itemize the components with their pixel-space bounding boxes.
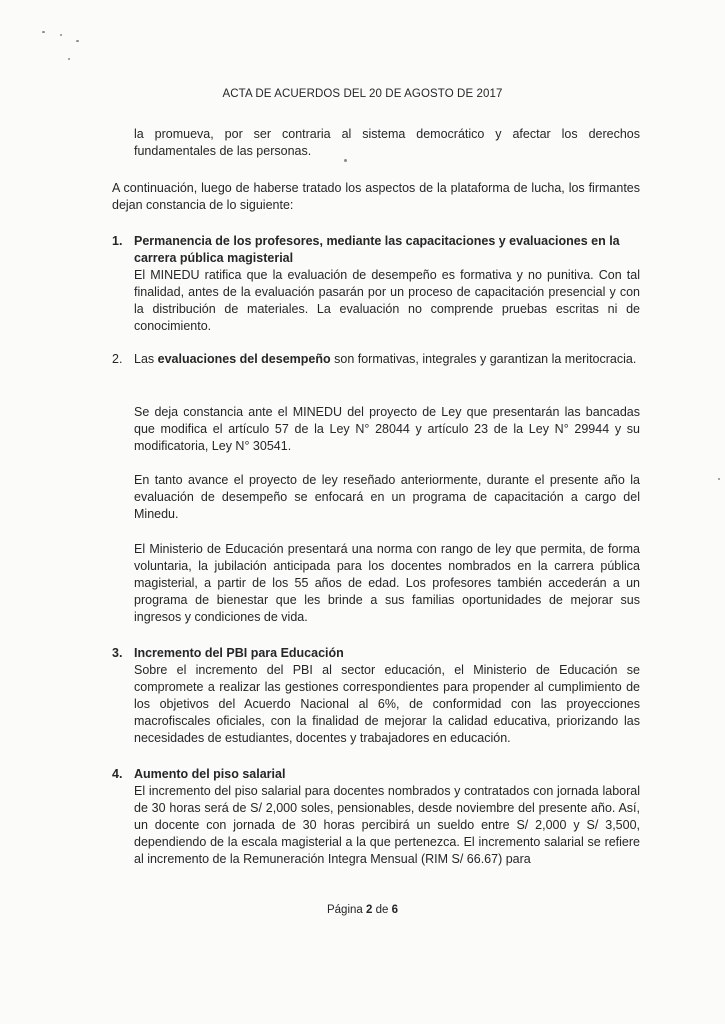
scan-speck bbox=[42, 31, 45, 33]
item-title-suffix: son formativas, integrales y garantizan la meritocracia. bbox=[330, 352, 637, 366]
page-footer bbox=[0, 904, 725, 916]
item-title: Incremento del PBI para Educación bbox=[134, 646, 344, 660]
scan-speck bbox=[68, 58, 70, 60]
item-paragraph: El MINEDU ratifica que la evaluación de desempeño es formativa y no punitiva. Con tal finalidad, antes de la evaluación pasarán por un proceso de capacitación presencial y con la distribución de materiales. La evaluación no comprende pruebas escritas ni de conocimiento. bbox=[134, 268, 640, 333]
item-number: 2. bbox=[112, 352, 123, 366]
item-number: 1. bbox=[112, 234, 123, 248]
scan-speck bbox=[718, 478, 720, 480]
scan-speck bbox=[60, 34, 62, 36]
item-title bbox=[134, 351, 640, 368]
item-paragraph: En tanto avance el proyecto de ley reseñado anteriormente, durante el presente año la evaluación de desempeño se enfocará en un programa de capacitación a cargo del Minedu. bbox=[134, 473, 640, 521]
scan-speck bbox=[76, 40, 79, 42]
continuation-paragraph: la promueva, por ser contraria al sistema democrático y afectar los derechos fundamentales de las personas. bbox=[134, 127, 640, 158]
item-title-bold: evaluaciones del desempeño bbox=[157, 352, 331, 366]
intro-paragraph: A continuación, luego de haberse tratado los aspectos de la plataforma de lucha, los firmantes dejan constancia de lo siguiente: bbox=[112, 181, 640, 212]
item-paragraph: Sobre el incremento del PBI al sector educación, el Ministerio de Educación se compromete a realizar las gestiones correspondientes para propender al cumplimiento de los objetivos del Acuerdo Nacional al 6%, de conformidad con las proyecciones macrofiscales oficiales, con la finalidad de mejorar la calidad educativa, priorizando las necesidades de estudiantes, docentes y trabajadores en educación. bbox=[134, 663, 640, 745]
item-title: Permanencia de los profesores, mediante las capacitaciones y evaluaciones en la carrera pública magisterial bbox=[134, 234, 620, 265]
page-label: Página bbox=[326, 904, 363, 916]
item-paragraph: El incremento del piso salarial para docentes nombrados y contratados con jornada laboral de 30 horas será de S/ 2,000 soles, pensionables, desde noviembre del presente año. Así, un docente con jornada de 30 horas percibirá un sueldo entre S/ 2,000 y S/ 3,500, dependiendo de la escala magisterial a la que pertenezca. El incremento salarial se refiere al incremento de la Remuneración Integra Mensual (RIM S/ 66.67) para bbox=[134, 784, 640, 866]
page-header: ACTA DE ACUERDOS DEL 20 DE AGOSTO DE 2017 bbox=[222, 88, 503, 100]
item-number: 3. bbox=[112, 646, 123, 660]
page-of-label: de bbox=[375, 904, 389, 916]
page-number: 2 bbox=[366, 904, 373, 916]
page-total: 6 bbox=[391, 904, 399, 916]
item-number: 4. bbox=[112, 767, 123, 781]
item-paragraph: El Ministerio de Educación presentará una norma con rango de ley que permita, de forma voluntaria, la jubilación anticipada para los docentes nombrados en la carrera pública magisterial, a partir de los 55 años de edad. Los profesores también accederán a un programa de bienestar que les brinde a sus familias oportunidades de mejorar sus ingresos y condiciones de vida. bbox=[134, 542, 640, 624]
item-title: Aumento del piso salarial bbox=[134, 767, 286, 781]
item-title-prefix: Las bbox=[134, 352, 158, 366]
item-paragraph: Se deja constancia ante el MINEDU del proyecto de Ley que presentarán las bancadas que modifica el artículo 57 de la Ley N° 28044 y artículo 23 de la Ley N° 29944 y su modificatoria, Ley N° 30541. bbox=[134, 405, 640, 453]
